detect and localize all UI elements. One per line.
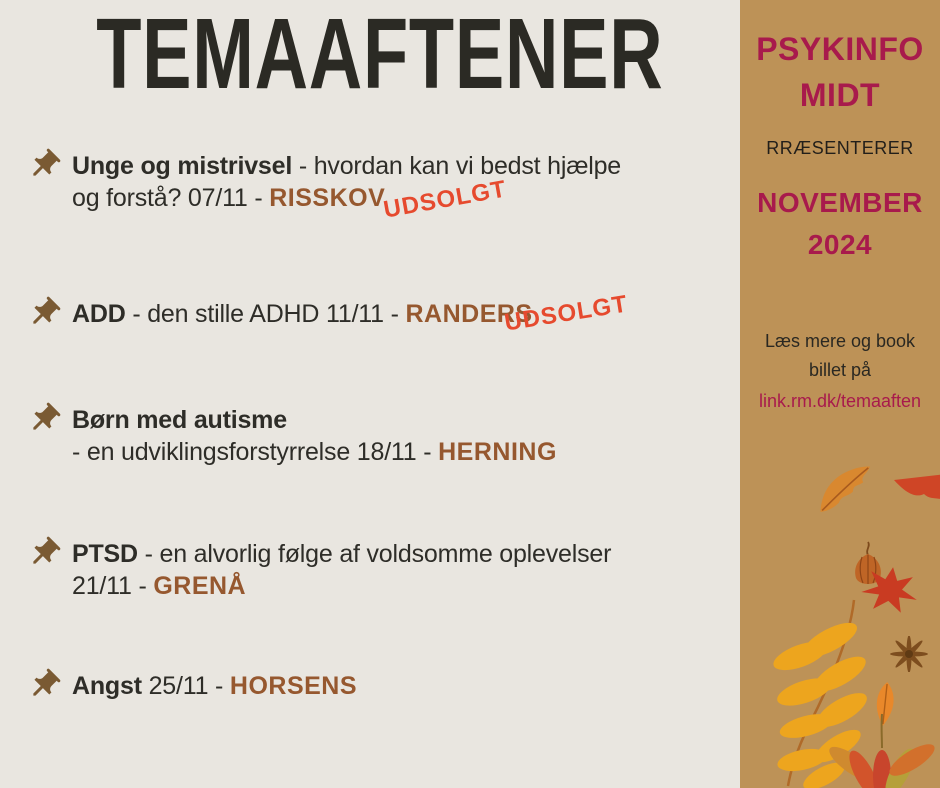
event-text: - hvordan kan vi bedst hjælpe: [292, 152, 621, 180]
cta-text: [740, 327, 940, 385]
brand-line1: PSYKINFO: [756, 31, 924, 67]
pushpin-icon: [19, 660, 70, 711]
event-line1: [72, 150, 692, 182]
event-text: og forstå? 07/11 -: [72, 184, 270, 212]
booking-link[interactable]: link.rm.dk/temaaften: [758, 391, 922, 411]
oak-leaf-icon: [805, 455, 886, 521]
pushpin-icon: [19, 528, 70, 579]
event-item-ptsd: [72, 538, 692, 602]
cta-line1: Læs mere og book: [764, 331, 916, 351]
event-text: - en udviklingsforstyrrelse 18/11 -: [72, 438, 439, 466]
event-name: Børn med autisme: [72, 406, 287, 434]
red-leaf-icon: [890, 472, 940, 518]
event-item-angst: [72, 670, 692, 702]
event-line1: [72, 670, 692, 702]
event-line1: [72, 538, 692, 570]
creeper-leaf-icon: [822, 712, 940, 788]
sidebar: [740, 0, 940, 788]
event-location: HORSENS: [229, 672, 358, 700]
event-item-born-med-autisme: [72, 404, 692, 468]
brand-name: [740, 26, 940, 118]
month-label: [740, 182, 940, 266]
sold-out-badge: UDSOLGT: [381, 175, 509, 224]
star-anise-icon: [888, 636, 930, 672]
event-location: RISSKOV: [269, 184, 386, 212]
event-name: Unge og mistrivsel: [72, 152, 293, 180]
page-title: TEMAAFTENER: [96, 0, 664, 110]
month-line2: 2024: [807, 229, 873, 260]
event-line2: [72, 570, 692, 602]
event-location: GRENÅ: [153, 572, 247, 600]
event-name: Angst: [72, 672, 142, 700]
cta-line2: billet på: [808, 360, 872, 380]
event-text: 25/11 -: [141, 672, 230, 700]
event-location: HERNING: [438, 438, 557, 466]
event-name: PTSD: [72, 540, 138, 568]
presents-label: RRÆSENTERER: [766, 138, 914, 158]
event-line2: [72, 436, 692, 468]
month-line1: NOVEMBER: [757, 187, 923, 218]
pushpin-icon: [19, 288, 70, 339]
sold-out-badge: UDSOLGT: [502, 290, 630, 337]
event-location: RANDERS: [405, 300, 533, 328]
event-text: - den stille ADHD 11/11 -: [125, 300, 406, 328]
pushpin-icon: [19, 394, 70, 445]
event-line1: [72, 404, 692, 436]
event-text: 21/11 -: [72, 572, 154, 600]
event-name: ADD: [72, 300, 126, 328]
brand-line2: MIDT: [799, 77, 881, 113]
pushpin-icon: [19, 140, 70, 191]
event-text: - en alvorlig følge af voldsomme oplevelser: [137, 540, 612, 568]
